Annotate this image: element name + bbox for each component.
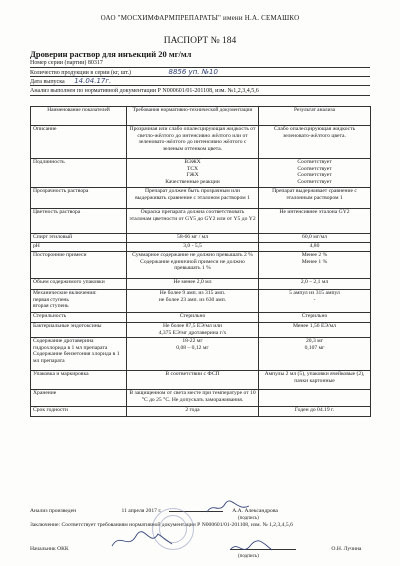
row-result <box>259 390 371 407</box>
table-row <box>31 159 371 188</box>
row-requirement: 18-22 мг 0,08 – 0,12 мг <box>127 338 259 371</box>
table-row <box>31 371 371 390</box>
row-indicator: Спирт этиловый <box>31 234 127 243</box>
row-result: Менее 2 % Менее 1 % <box>259 252 371 279</box>
row-indicator: pH <box>31 243 127 252</box>
row-result: Слабо опалесцирующая жидкость зеленовато-жёлтого цвета. <box>259 126 371 159</box>
row-result: Не интенсивнее эталона GY2 <box>259 209 371 234</box>
date-value: 14.04.17г. <box>74 77 112 85</box>
row-result: 5 ампул из 315 ампул - <box>259 290 371 313</box>
produced-signature-icon <box>205 500 251 516</box>
row-requirement: Не более 87,5 ЕЭ/мл или 4,375 ЕЭ/мг дротаверина г/х <box>127 323 259 338</box>
quantity-label: Количество продукции в серии (кг, шт.) <box>30 70 132 76</box>
company-name: ОАО "МОСХИМФАРМПРЕПАРАТЫ" имени Н.А. СЕМАШКО <box>100 14 300 22</box>
table-row <box>31 234 371 243</box>
table-row <box>31 313 371 323</box>
row-indicator: Содержание дротаверина гидрохлорида в 1 мл препарата Содержание бензетония хлорида в 1 мл препарата <box>31 338 127 371</box>
row-requirement: Стерильно <box>127 313 259 323</box>
row-result: 20,3 мг 0,107 мг <box>259 338 371 371</box>
row-result: 2,0 – 2,1 мл <box>259 279 371 290</box>
row-indicator: Хранение <box>31 390 127 407</box>
row-requirement: Не более 9 амп. из 315 амп. не более 23 амп. из 630 амп. <box>127 290 259 313</box>
row-result: Менее 1,56 ЕЭ/мл <box>259 323 371 338</box>
row-indicator: Посторонние примеси <box>31 252 127 279</box>
table-row <box>31 243 371 252</box>
analysis-table <box>30 106 371 417</box>
table-row <box>31 209 371 234</box>
row-indicator: Стерильность <box>31 313 127 323</box>
table-row <box>31 252 371 279</box>
row-indicator: Объем содержимого упаковки <box>31 279 127 290</box>
table-row <box>31 126 371 159</box>
row-requirement: Суммарное содержание не должно превышать 2 % Содержание единичной примеси не должно превышать 1 % <box>127 252 259 279</box>
quantity-value: 8856 уп. №10 <box>168 68 218 76</box>
table-row <box>31 323 371 338</box>
row-requirement: В соответствии с ФСП <box>127 371 259 390</box>
table-row <box>31 188 371 209</box>
footer-produced <box>30 508 375 515</box>
conclusion: Заключение: Соответствует требованиям нормативной документации Р N000601/01-201108, изм. № 1,2,3,4,5,6 <box>30 522 293 528</box>
row-indicator: Упаковка и маркировка <box>31 371 127 390</box>
produced-date: 11 апреля 2017 г. <box>121 508 162 514</box>
table-header-row <box>31 107 371 126</box>
row-indicator: Бактериальные эндотоксины <box>31 323 127 338</box>
head-sign-caption: (подпись) <box>238 554 259 559</box>
table-row <box>31 279 371 290</box>
footer-head <box>30 546 375 553</box>
table-row <box>31 290 371 313</box>
row-requirement: В защищенном от света месте при температуре от 10 °С до 25 °С. Не допускать замораживания. <box>127 390 259 407</box>
table-row <box>31 407 371 417</box>
row-requirement: 2 года <box>127 407 259 417</box>
drug-name: Дроверин раствор для инъекций 20 мг/мл <box>30 49 192 59</box>
series-value: 80317 <box>87 60 103 66</box>
header-requirements: Требования нормативно-технической документации <box>127 107 259 126</box>
row-requirement: 58-66 мг / мл <box>127 234 259 243</box>
passport-title: ПАСПОРТ № 184 <box>163 36 237 46</box>
row-requirement: Прозрачная или слабо опалесцирующая жидкость от светло-жёлтого до интенсивно жёлтого или от зеленовато-жёлтого до интенсивно жёлтого с зеленым оттенком цвета. <box>127 126 259 159</box>
row-requirement: 3,0 - 5,5 <box>127 243 259 252</box>
produced-name: А.А. Александрова <box>232 508 278 514</box>
row-result: Ампулы 2 мл (5), упаковки ячейковые (2), пачки картонные <box>259 371 371 390</box>
row-result: 60,0 мг/мл <box>259 234 371 243</box>
header-indicator: Наименование показателей <box>31 107 127 126</box>
table-body <box>31 126 371 417</box>
head-signature-icon <box>228 540 274 556</box>
row-result: Соответствует Соответствует Соответствует Соответствует <box>259 159 371 188</box>
produced-label: Анализ произведен <box>30 508 77 514</box>
row-requirement: Окраска препарата должна соответствовать эталонам цветности от GY5 до GY2 или от Y5 до Y2 <box>127 209 259 234</box>
row-indicator: Подлинность <box>31 159 127 188</box>
table-row <box>31 390 371 407</box>
row-requirement: Не менее 2,0 мл <box>127 279 259 290</box>
date-label: Дата выпуска <box>30 79 65 85</box>
head-label: Начальник ОКК <box>30 546 69 552</box>
row-requirement: Препарат должен быть прозрачным или выдерживать сравнение с эталоном раствором 1 <box>127 188 259 209</box>
head-name: О.Н. Лучина <box>331 546 362 552</box>
row-requirement: ВЭЖХ ТСХ ГЖХ Качественные реакции <box>127 159 259 188</box>
head-initials-icon <box>110 530 180 552</box>
row-indicator: Механические включения: первая ступень вторая ступень <box>31 290 127 313</box>
header-result: Результат анализа <box>259 107 371 126</box>
table-row <box>31 338 371 371</box>
row-result: 4,80 <box>259 243 371 252</box>
row-result: Препарат выдерживает сравнение с эталонным раствором 1 <box>259 188 371 209</box>
row-result: Стерильно <box>259 313 371 323</box>
row-result: Годен до 04.19 г. <box>259 407 371 417</box>
row-indicator: Цветность раствора <box>31 209 127 234</box>
row-indicator: Прозрачность раствора <box>31 188 127 209</box>
produced-sign-caption: (подпись) <box>238 516 259 521</box>
analysis-note: Анализ выполнен по нормативной документации Р N000601/01-201108, изм. №1,2,3,4,5,6 <box>30 88 259 94</box>
row-indicator: Описание <box>31 126 127 159</box>
series-label: Номер серии (партии) <box>30 60 87 66</box>
row-indicator: Срок годности <box>31 407 127 417</box>
